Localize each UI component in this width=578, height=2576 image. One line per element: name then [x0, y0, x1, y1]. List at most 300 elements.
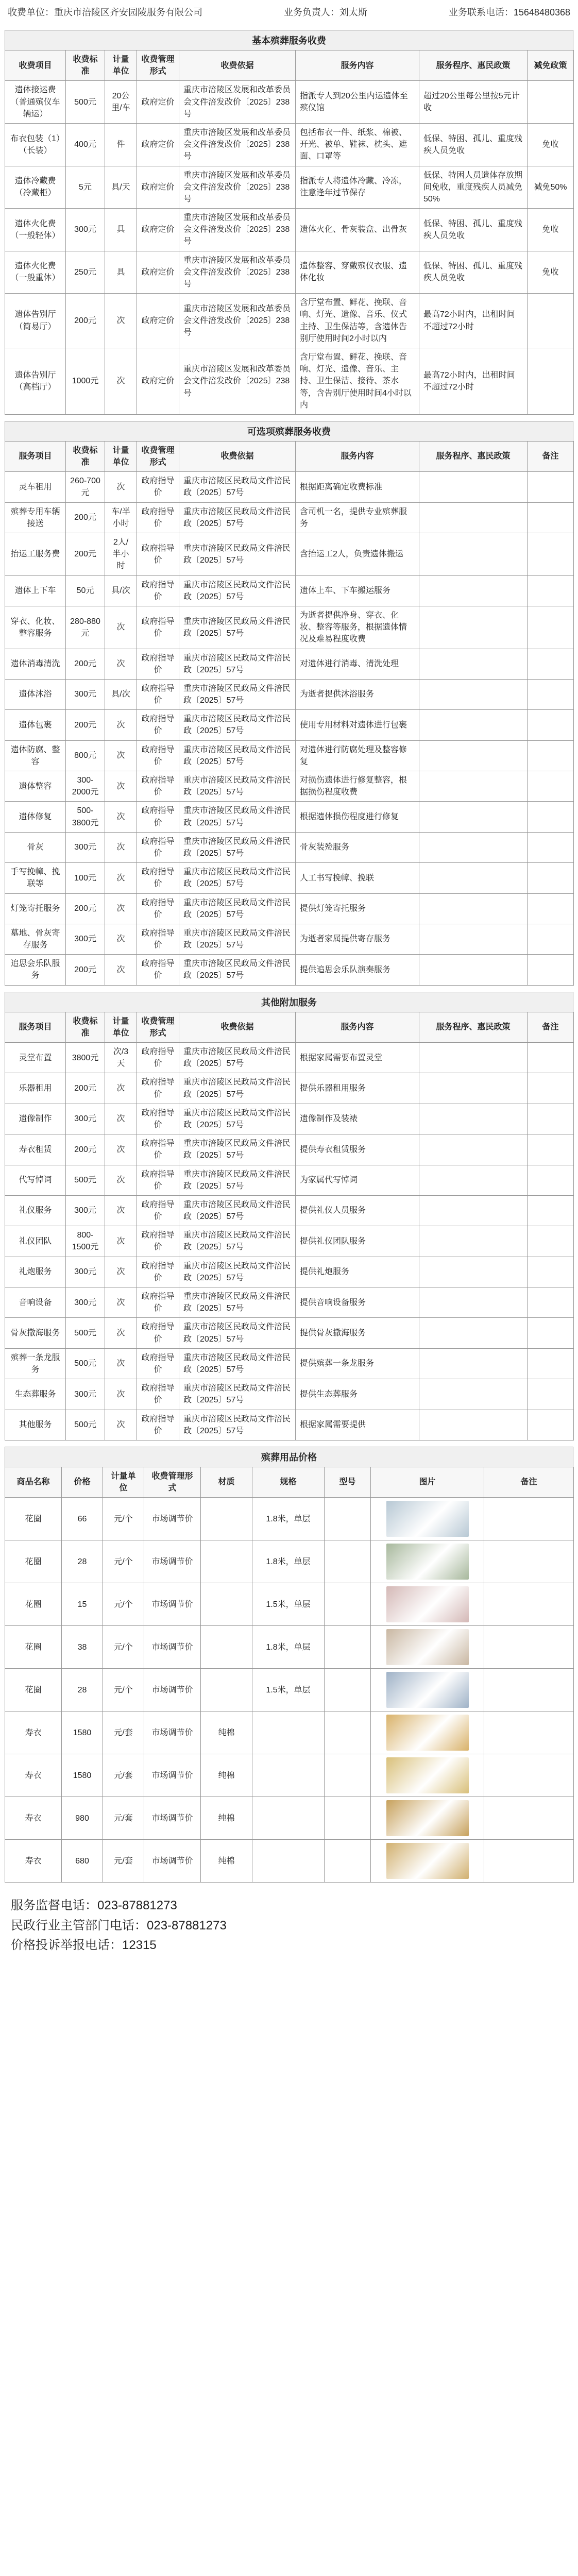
table-cell: 为逝者提供沐浴服务 — [296, 679, 419, 709]
table-cell: 200元 — [66, 1073, 105, 1104]
table-cell: 重庆市涪陵区民政局文件涪民政〔2025〕57号 — [179, 1410, 296, 1440]
table-row — [5, 1195, 574, 1226]
column-header: 备注 — [528, 1012, 574, 1042]
table-row — [5, 1626, 574, 1669]
table-cell: 市场调节价 — [144, 1754, 201, 1797]
table-cell — [201, 1669, 252, 1711]
table-cell: 遗像制作 — [5, 1104, 66, 1134]
table-cell: 遗体沐浴 — [5, 679, 66, 709]
column-header: 收费管理形式 — [137, 50, 179, 81]
table-cell — [528, 81, 574, 124]
table-row — [5, 1318, 574, 1348]
table-cell: 为逝者提供净身、穿衣、化妆、整容等服务，根据遗体情况及难易程度收费 — [296, 606, 419, 649]
table-row — [5, 209, 574, 251]
table-cell — [325, 1540, 371, 1583]
column-header: 减免政策 — [528, 50, 574, 81]
table-cell — [371, 1711, 484, 1754]
table-cell: 最高72小时内，出租时间不超过72小时 — [419, 294, 528, 348]
table-cell: 次 — [105, 863, 137, 893]
table-cell: 元/个 — [103, 1669, 144, 1711]
table-cell: 500元 — [66, 1410, 105, 1440]
table-cell — [528, 1318, 574, 1348]
table-cell: 重庆市涪陵区民政局文件涪民政〔2025〕57号 — [179, 649, 296, 679]
table-cell: 提供礼炮服务 — [296, 1257, 419, 1287]
table-cell: 政府指导价 — [137, 1379, 179, 1410]
table-cell: 殡葬专用车辆接送 — [5, 502, 66, 533]
table-cell — [528, 740, 574, 771]
table-cell: 礼仪服务 — [5, 1195, 66, 1226]
table-cell: 15 — [62, 1583, 103, 1626]
table-cell — [484, 1840, 574, 1883]
table-cell: 市场调节价 — [144, 1583, 201, 1626]
table-cell — [419, 1287, 528, 1318]
table-cell: 重庆市涪陵区民政局文件涪民政〔2025〕57号 — [179, 575, 296, 606]
column-header: 收费管理形式 — [137, 441, 179, 471]
table-row — [5, 1669, 574, 1711]
column-header: 收费标准 — [66, 441, 105, 471]
table-cell — [419, 1165, 528, 1195]
table-cell: 重庆市涪陵区发展和改革委员会文件涪发改价〔2025〕238号 — [179, 166, 296, 209]
table-cell: 寿衣 — [5, 1711, 62, 1754]
table-cell: 元/个 — [103, 1498, 144, 1540]
table-cell: 200元 — [66, 533, 105, 576]
table-cell — [325, 1498, 371, 1540]
column-header: 收费依据 — [179, 441, 296, 471]
table-cell: 政府指导价 — [137, 606, 179, 649]
table-cell: 重庆市涪陵区发展和改革委员会文件涪发改价〔2025〕238号 — [179, 251, 296, 294]
table-cell: 次 — [105, 1195, 137, 1226]
table-cell — [371, 1840, 484, 1883]
table-cell: 遗体整容 — [5, 771, 66, 802]
table-row — [5, 710, 574, 740]
table-cell: 提供灯笼寄托服务 — [296, 893, 419, 924]
column-header: 材质 — [201, 1467, 252, 1497]
table-cell — [419, 1379, 528, 1410]
table-cell: 遗体包裹 — [5, 710, 66, 740]
table-cell: 含司机一名，提供专业殡葬服务 — [296, 502, 419, 533]
table-cell: 次 — [105, 1318, 137, 1348]
table-cell: 遗体告别厅（简易厅） — [5, 294, 66, 348]
table-cell — [528, 924, 574, 954]
table-cell: 500元 — [66, 1165, 105, 1195]
table-row — [5, 606, 574, 649]
table-cell — [528, 1410, 574, 1440]
table-cell: 300元 — [66, 832, 105, 862]
table-cell: 次 — [105, 348, 137, 414]
table-cell: 重庆市涪陵区民政局文件涪民政〔2025〕57号 — [179, 802, 296, 832]
column-header: 收费依据 — [179, 50, 296, 81]
table-cell — [371, 1797, 484, 1840]
table-row — [5, 166, 574, 209]
table-cell: 提供乐器租用服务 — [296, 1073, 419, 1104]
table-cell: 提供音响设备服务 — [296, 1287, 419, 1318]
table-cell — [419, 1226, 528, 1257]
table-cell: 次 — [105, 1104, 137, 1134]
table-cell — [419, 710, 528, 740]
table-row — [5, 679, 574, 709]
table-cell — [252, 1754, 325, 1797]
table-cell — [325, 1754, 371, 1797]
table-cell: 次 — [105, 1073, 137, 1104]
table-cell: 政府定价 — [137, 251, 179, 294]
table-cell: 重庆市涪陵区民政局文件涪民政〔2025〕57号 — [179, 1073, 296, 1104]
table-cell: 政府定价 — [137, 348, 179, 414]
table-cell: 元/个 — [103, 1626, 144, 1669]
table-cell: 指派专人到20公里内运遗体至殡仪馆 — [296, 81, 419, 124]
table-cell: 提供追思会乐队演奏服务 — [296, 955, 419, 985]
table-cell: 政府定价 — [137, 81, 179, 124]
table-cell: 重庆市涪陵区民政局文件涪民政〔2025〕57号 — [179, 472, 296, 502]
table-cell: 次 — [105, 802, 137, 832]
table-cell: 政府指导价 — [137, 1318, 179, 1348]
column-header: 备注 — [484, 1467, 574, 1497]
table-cell: 根据家属需要提供 — [296, 1410, 419, 1440]
table-cell — [528, 863, 574, 893]
table-cell: 980 — [62, 1797, 103, 1840]
table-cell: 灵车租用 — [5, 472, 66, 502]
table-row — [5, 1134, 574, 1165]
table-cell: 政府指导价 — [137, 1348, 179, 1379]
column-header: 服务内容 — [296, 50, 419, 81]
table-cell: 28 — [62, 1540, 103, 1583]
table-cell: 骨灰撒海服务 — [5, 1318, 66, 1348]
table-cell: 重庆市涪陵区发展和改革委员会文件涪发改价〔2025〕238号 — [179, 348, 296, 414]
table-cell: 遗体火化、骨灰装盒、出骨灰 — [296, 209, 419, 251]
table-row — [5, 502, 574, 533]
table-cell — [528, 802, 574, 832]
table-row — [5, 924, 574, 954]
table-cell: 38 — [62, 1626, 103, 1669]
table-cell: 300-2000元 — [66, 771, 105, 802]
table-cell: 重庆市涪陵区民政局文件涪民政〔2025〕57号 — [179, 893, 296, 924]
table-cell: 政府指导价 — [137, 472, 179, 502]
table-cell: 含抬运工2人，负责遗体搬运 — [296, 533, 419, 576]
table-cell — [528, 472, 574, 502]
table-cell: 200元 — [66, 649, 105, 679]
table-cell: 重庆市涪陵区民政局文件涪民政〔2025〕57号 — [179, 1379, 296, 1410]
table-cell — [528, 294, 574, 348]
contact-footer — [5, 1891, 573, 1960]
table-row — [5, 1043, 574, 1073]
column-header: 计量单位 — [105, 441, 137, 471]
table-cell: 寿衣 — [5, 1754, 62, 1797]
table-cell: 重庆市涪陵区民政局文件涪民政〔2025〕57号 — [179, 1348, 296, 1379]
charging-unit: 收费单位：重庆市涪陵区齐安园陵服务有限公司 — [8, 7, 202, 18]
table-cell: 寿衣租赁 — [5, 1134, 66, 1165]
table-cell — [325, 1711, 371, 1754]
table-cell: 包括布衣一件、纸浆、棉被、开光、被单、鞋袜、枕头、遮面、口罩等 — [296, 123, 419, 166]
table-cell: 代写悼词 — [5, 1165, 66, 1195]
price-list-page — [5, 0, 573, 1976]
column-header: 收费项目 — [5, 50, 66, 81]
table-cell: 260-700元 — [66, 472, 105, 502]
table-cell: 政府指导价 — [137, 533, 179, 576]
table-cell — [419, 533, 528, 576]
table-cell: 根据遗体损伤程度进行修复 — [296, 802, 419, 832]
table-cell: 300元 — [66, 209, 105, 251]
table-row — [5, 1583, 574, 1626]
table-cell: 1.5米，单层 — [252, 1583, 325, 1626]
table-row — [5, 81, 574, 124]
column-header: 服务程序、惠民政策 — [419, 441, 528, 471]
table-cell: 1580 — [62, 1711, 103, 1754]
extended-services-section — [5, 992, 573, 1440]
table-cell — [419, 679, 528, 709]
table-cell: 使用专用材料对遗体进行包裹 — [296, 710, 419, 740]
table-cell: 遗体接运费（普通殡仪车辆运） — [5, 81, 66, 124]
table-cell: 重庆市涪陵区民政局文件涪民政〔2025〕57号 — [179, 924, 296, 954]
table-cell: 政府指导价 — [137, 1195, 179, 1226]
table-row — [5, 123, 574, 166]
table-cell — [371, 1583, 484, 1626]
column-header: 服务程序、惠民政策 — [419, 50, 528, 81]
table-cell: 政府指导价 — [137, 740, 179, 771]
table-cell — [528, 1104, 574, 1134]
table-cell: 礼炮服务 — [5, 1257, 66, 1287]
table-cell: 骨灰 — [5, 832, 66, 862]
column-header: 图片 — [371, 1467, 484, 1497]
table-cell: 政府指导价 — [137, 1043, 179, 1073]
product-image — [386, 1544, 469, 1580]
table-cell — [528, 1165, 574, 1195]
table-cell: 提供殡葬一条龙服务 — [296, 1348, 419, 1379]
table-cell: 次 — [105, 472, 137, 502]
table-cell — [528, 955, 574, 985]
table-cell: 花圈 — [5, 1498, 62, 1540]
table-cell: 含厅堂布置、鲜花、挽联、音响、灯光、遗像、音乐、主持、卫生保洁、接待、茶水等，含告别厅使用时间4小时以内 — [296, 348, 419, 414]
table-cell — [528, 606, 574, 649]
table-cell: 件 — [105, 123, 137, 166]
table-cell: 政府指导价 — [137, 1257, 179, 1287]
table-cell: 重庆市涪陵区民政局文件涪民政〔2025〕57号 — [179, 771, 296, 802]
table-cell — [528, 575, 574, 606]
table-cell — [325, 1626, 371, 1669]
table-cell: 对损伤遗体进行修复整容，根据损伤程度收费 — [296, 771, 419, 802]
table-cell — [419, 1410, 528, 1440]
table-cell: 300元 — [66, 1195, 105, 1226]
table-cell — [325, 1840, 371, 1883]
extended-services-table — [5, 1012, 574, 1440]
table-cell — [484, 1626, 574, 1669]
table-row — [5, 294, 574, 348]
table-cell: 重庆市涪陵区民政局文件涪民政〔2025〕57号 — [179, 679, 296, 709]
table-cell: 300元 — [66, 1379, 105, 1410]
table-cell — [419, 1318, 528, 1348]
table-cell: 政府定价 — [137, 209, 179, 251]
table-cell — [419, 1104, 528, 1134]
product-image — [386, 1715, 469, 1751]
table-cell: 20公里/车 — [105, 81, 137, 124]
table-cell: 政府定价 — [137, 166, 179, 209]
table-cell — [419, 832, 528, 862]
table-cell — [419, 802, 528, 832]
table-cell — [484, 1711, 574, 1754]
table-cell: 免收 — [528, 123, 574, 166]
table-row — [5, 1797, 574, 1840]
table-cell — [528, 348, 574, 414]
table-row — [5, 893, 574, 924]
table-cell — [419, 1134, 528, 1165]
column-header: 备注 — [528, 441, 574, 471]
table-cell — [419, 955, 528, 985]
table-row — [5, 1410, 574, 1440]
table-cell — [484, 1498, 574, 1540]
basic-services-title: 基本殡葬服务收费 — [5, 30, 573, 50]
column-header: 商品名称 — [5, 1467, 62, 1497]
table-cell: 重庆市涪陵区民政局文件涪民政〔2025〕57号 — [179, 740, 296, 771]
goods-title: 殡葬用品价格 — [5, 1447, 573, 1467]
table-cell — [419, 863, 528, 893]
table-cell: 200元 — [66, 1134, 105, 1165]
table-cell: 花圈 — [5, 1626, 62, 1669]
basic-services-section — [5, 30, 573, 415]
table-cell: 政府指导价 — [137, 1410, 179, 1440]
table-cell: 纯棉 — [201, 1754, 252, 1797]
table-cell: 花圈 — [5, 1540, 62, 1583]
table-cell — [252, 1840, 325, 1883]
table-cell: 政府定价 — [137, 294, 179, 348]
table-row — [5, 1348, 574, 1379]
table-cell — [419, 1195, 528, 1226]
table-row — [5, 1840, 574, 1883]
product-image — [386, 1843, 469, 1879]
table-cell: 穿衣、化妆、整容服务 — [5, 606, 66, 649]
column-header: 价格 — [62, 1467, 103, 1497]
table-cell: 指派专人将遗体冷藏、冷冻，注意逢年过节保存 — [296, 166, 419, 209]
table-cell: 根据距离确定收费标准 — [296, 472, 419, 502]
table-cell: 对遗体进行消毒、清洗处理 — [296, 649, 419, 679]
table-row — [5, 649, 574, 679]
table-cell — [371, 1498, 484, 1540]
table-cell: 重庆市涪陵区民政局文件涪民政〔2025〕57号 — [179, 1318, 296, 1348]
table-cell — [528, 1195, 574, 1226]
table-cell: 遗体修复 — [5, 802, 66, 832]
column-header: 收费管理形式 — [137, 1012, 179, 1042]
table-cell: 次 — [105, 832, 137, 862]
table-cell — [325, 1669, 371, 1711]
table-cell: 重庆市涪陵区民政局文件涪民政〔2025〕57号 — [179, 502, 296, 533]
table-cell: 500元 — [66, 81, 105, 124]
table-cell: 政府指导价 — [137, 575, 179, 606]
table-cell: 音响设备 — [5, 1287, 66, 1318]
business-phone: 业务联系电话：15648480368 — [448, 7, 570, 18]
table-cell: 政府指导价 — [137, 1226, 179, 1257]
table-cell: 遗体防腐、整容 — [5, 740, 66, 771]
table-cell: 含厅堂布置、鲜花、挽联、音响、灯光、遗像、音乐、仪式主持、卫生保洁等，含遗体告别厅使用时间2小时以内 — [296, 294, 419, 348]
table-cell: 寿衣 — [5, 1797, 62, 1840]
table-cell: 200元 — [66, 294, 105, 348]
column-header: 服务内容 — [296, 1012, 419, 1042]
table-cell — [419, 649, 528, 679]
table-cell — [484, 1669, 574, 1711]
table-cell: 200元 — [66, 955, 105, 985]
table-cell: 最高72小时内，出租时间不超过72小时 — [419, 348, 528, 414]
table-cell — [201, 1626, 252, 1669]
table-cell: 100元 — [66, 863, 105, 893]
table-cell: 骨灰装殓服务 — [296, 832, 419, 862]
table-cell: 次 — [105, 710, 137, 740]
table-row — [5, 1226, 574, 1257]
price-complaint-phone: 价格投诉举报电话：12315 — [11, 1938, 157, 1953]
extended-services-title: 其他附加服务 — [5, 992, 573, 1012]
table-cell: 政府指导价 — [137, 710, 179, 740]
table-cell: 1.8米，单层 — [252, 1540, 325, 1583]
table-cell: 车/半小时 — [105, 502, 137, 533]
table-cell: 重庆市涪陵区民政局文件涪民政〔2025〕57号 — [179, 863, 296, 893]
column-header: 计量单位 — [103, 1467, 144, 1497]
table-cell: 政府定价 — [137, 123, 179, 166]
table-cell: 28 — [62, 1669, 103, 1711]
table-cell: 抬运工服务费 — [5, 533, 66, 576]
table-cell: 次 — [105, 649, 137, 679]
table-cell: 政府指导价 — [137, 893, 179, 924]
table-cell: 次 — [105, 1379, 137, 1410]
table-cell: 市场调节价 — [144, 1540, 201, 1583]
service-supervision-phone: 服务监督电话：023-87881273 — [11, 1899, 177, 1913]
table-cell: 次 — [105, 955, 137, 985]
table-cell: 为逝者家属提供寄存服务 — [296, 924, 419, 954]
table-cell: 具/次 — [105, 679, 137, 709]
table-cell: 政府指导价 — [137, 955, 179, 985]
table-cell: 重庆市涪陵区民政局文件涪民政〔2025〕57号 — [179, 1287, 296, 1318]
table-cell: 3800元 — [66, 1043, 105, 1073]
table-cell: 遗体上下车 — [5, 575, 66, 606]
table-cell — [419, 1257, 528, 1287]
table-cell: 遗体上车、下车搬运服务 — [296, 575, 419, 606]
table-row — [5, 1104, 574, 1134]
table-cell: 次 — [105, 771, 137, 802]
table-cell: 手写挽幛、挽联等 — [5, 863, 66, 893]
table-cell: 次 — [105, 1226, 137, 1257]
table-row — [5, 1540, 574, 1583]
table-cell: 遗体整容、穿戴殡仪衣服、遗体化妆 — [296, 251, 419, 294]
table-cell: 花圈 — [5, 1669, 62, 1711]
table-cell: 纯棉 — [201, 1797, 252, 1840]
business-person: 业务负责人：刘太斯 — [283, 7, 367, 18]
table-cell: 提供礼仪人员服务 — [296, 1195, 419, 1226]
product-image — [386, 1757, 469, 1793]
table-cell: 重庆市涪陵区发展和改革委员会文件涪发改价〔2025〕238号 — [179, 123, 296, 166]
table-cell: 元/套 — [103, 1840, 144, 1883]
table-cell: 政府指导价 — [137, 924, 179, 954]
table-cell: 低保、特困人员遗体存放期间免收，重度残疾人员减免50% — [419, 166, 528, 209]
table-cell: 重庆市涪陵区民政局文件涪民政〔2025〕57号 — [179, 1195, 296, 1226]
table-cell: 元/套 — [103, 1754, 144, 1797]
table-cell — [528, 679, 574, 709]
table-cell: 重庆市涪陵区发展和改革委员会文件涪发改价〔2025〕238号 — [179, 294, 296, 348]
table-cell: 300元 — [66, 1257, 105, 1287]
table-cell: 次 — [105, 1134, 137, 1165]
table-cell: 遗体火化费（一般轻体） — [5, 209, 66, 251]
table-cell — [528, 1073, 574, 1104]
table-cell: 纯棉 — [201, 1840, 252, 1883]
table-cell: 元/套 — [103, 1797, 144, 1840]
table-cell: 1.5米，单层 — [252, 1669, 325, 1711]
table-cell: 布衣包装（1）（长装） — [5, 123, 66, 166]
table-cell: 市场调节价 — [144, 1797, 201, 1840]
table-cell: 次 — [105, 893, 137, 924]
table-cell — [528, 1134, 574, 1165]
table-cell: 遗体火化费（一般重体） — [5, 251, 66, 294]
table-cell: 重庆市涪陵区民政局文件涪民政〔2025〕57号 — [179, 1226, 296, 1257]
table-cell: 次 — [105, 1287, 137, 1318]
table-cell: 政府指导价 — [137, 832, 179, 862]
table-cell: 政府指导价 — [137, 1073, 179, 1104]
table-cell: 免收 — [528, 251, 574, 294]
table-cell — [419, 472, 528, 502]
table-cell — [484, 1797, 574, 1840]
table-cell: 具 — [105, 209, 137, 251]
